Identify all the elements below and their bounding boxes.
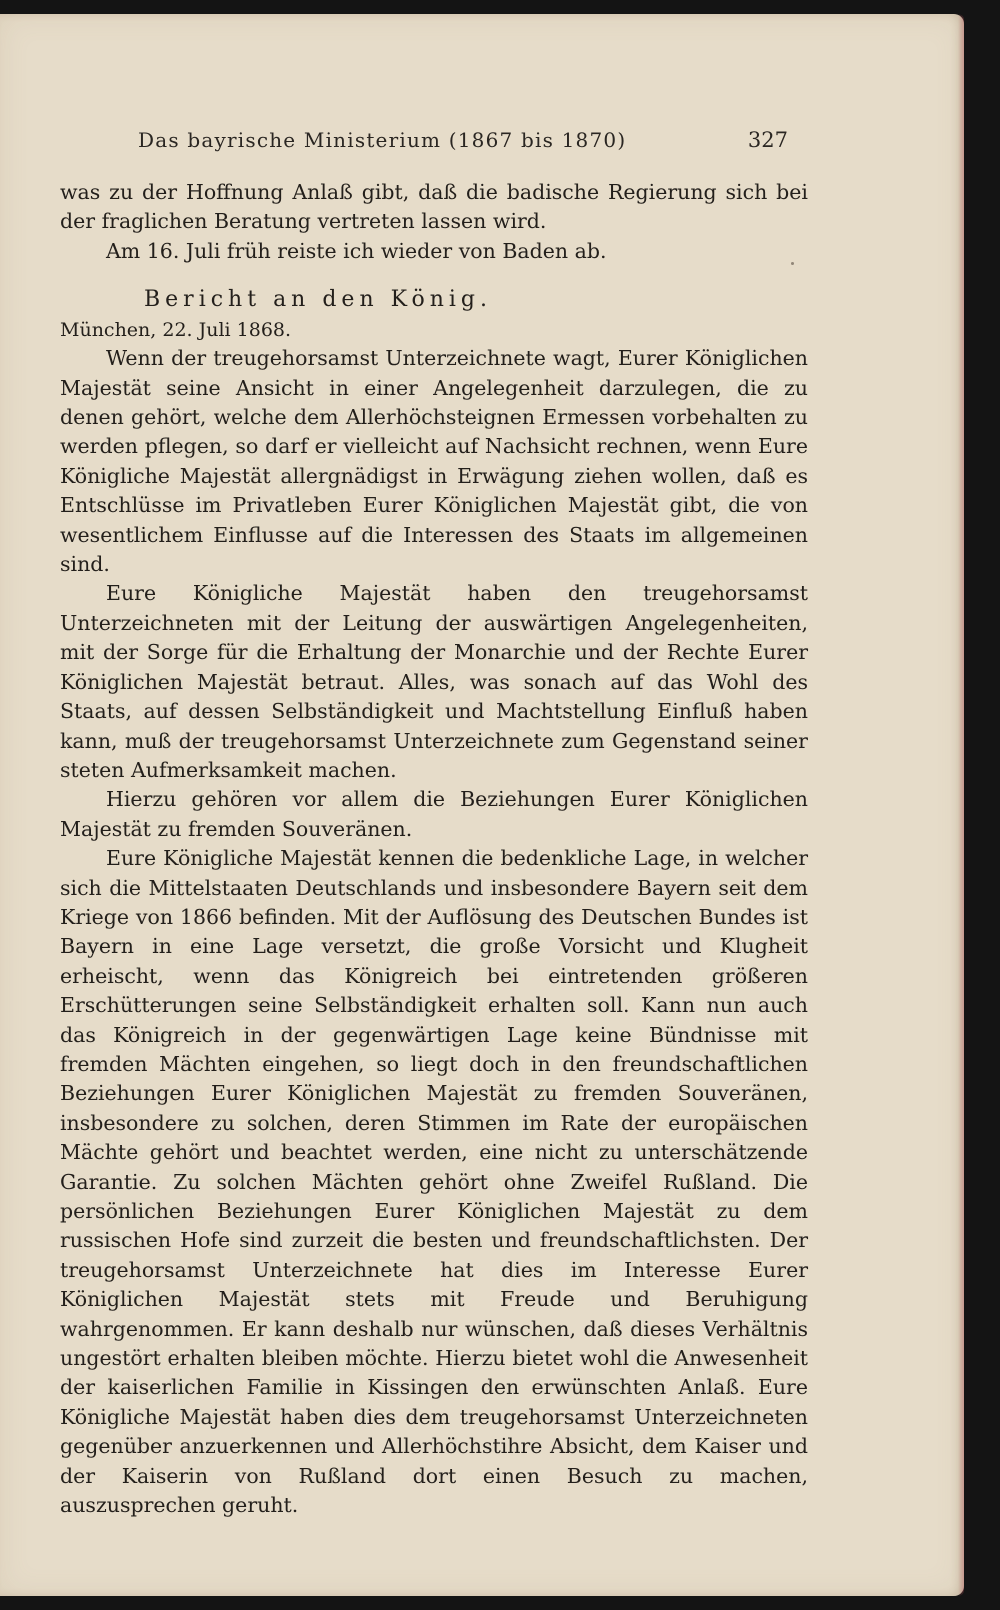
page-edge (958, 14, 964, 1596)
running-head (138, 128, 788, 158)
paragraph: Eure Königliche Majestät kennen die bedenkliche Lage, in welcher sich die Mittelstaaten Deutschlands und insbesondere Bayern seit dem Kriege von 1866 befinden. Mit der Auflösung des Deutschen Bundes ist Bayern in eine Lage versetzt, die große Vorsicht und Klugheit erheischt, wenn das Königreich bei eintretenden größeren Erschütterungen seine Selbständigkeit erhalten soll. Kann nun auch das Königreich in der gegenwärtigen Lage keine Bündnisse mit fremden Mächten eingehen, so liegt doch in den freundschaftlichen Beziehungen Eurer Königlichen Majestät zu fremden Souveränen, insbesondere zu solchen, deren Stimmen im Rate der europäischen Mächte gehört und beachtet werden, eine nicht zu unterschätzende Garantie. Zu solchen Mächten gehört ohne Zweifel Rußland. Die persönlichen Beziehungen Eurer Königlichen Majestät zu dem russischen Hofe sind zurzeit die besten und freundschaftlichsten. Der treugehorsamst Unterzeichnete hat dies im Interesse Eurer Königlichen Majestät stets mit Freude und Beruhigung wahrgenommen. Er kann deshalb nur wünschen, daß dieses Verhältnis ungestört erhalten bleiben möchte. Hierzu bietet wohl die Anwesenheit der kaiserlichen Familie in Kissingen den erwünschten Anlaß. Eure Königliche Majestät haben dies dem treugehorsamst Unterzeichneten gegenüber anzuerkennen und Allerhöchstihre Absicht, dem Kaiser und der Kaiserin von Rußland dort einen Besuch zu machen, auszusprechen geruht. (60, 846, 808, 1518)
paragraph: Hierzu gehören vor allem die Beziehungen Eurer Königlichen Majestät zu fremden Souveränen. (60, 787, 808, 841)
section-heading: Bericht an den König. (144, 287, 492, 313)
intro-continuation: was zu der Hoffnung Anlaß gibt, daß die badische Regierung sich bei der fraglichen Beratung vertreten lassen wird. (60, 180, 808, 234)
departure-line: Am 16. Juli früh reiste ich wieder von Baden ab. (106, 238, 607, 263)
book-page (0, 14, 964, 1596)
paragraph: Wenn der treugehorsamst Unterzeichnete wagt, Eurer Königlichen Majestät seine Ansicht in einer Angelegenheit darzulegen, die zu denen gehört, welche dem Allerhöchsteignen Ermessen vorbehalten zu werden pflegen, so darf er vielleicht auf Nachsicht rechnen, wenn Eure Königliche Majestät allergnädigst in Erwägung ziehen wollen, daß es Entschlüsse im Privatleben Eurer Königlichen Majestät gibt, die von wesentlichem Einflusse auf die Interessen des Staats im allgemeinen sind. (60, 346, 808, 577)
paragraph: Eure Königliche Majestät haben den treugehorsamst Unterzeichneten mit der Leitung der auswärtigen Angelegenheiten, mit der Sorge für die Erhaltung der Monarchie und der Rechte Eurer Königlichen Majestät betraut. Alles, was sonach auf das Wohl des Staats, auf dessen Selbständigkeit und Machtstellung Einfluß haben kann, muß der treugehorsamst Unterzeichnete zum Gegenstand seiner steten Aufmerksamkeit machen. (60, 581, 808, 782)
page-body (60, 178, 808, 1520)
dateline: München, 22. Juli 1868. (60, 319, 292, 342)
page-number: 327 (747, 128, 788, 152)
running-title: Das bayrische Ministerium (1867 bis 1870) (138, 128, 627, 152)
